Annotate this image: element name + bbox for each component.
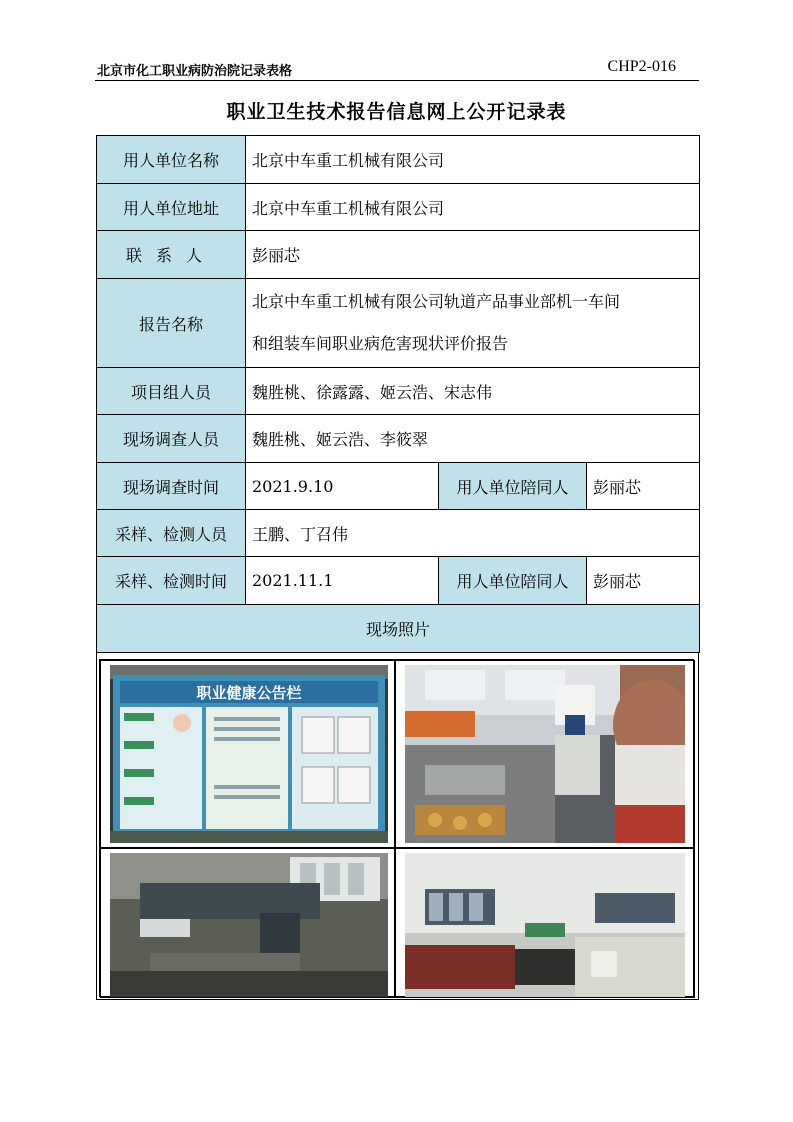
table-row [97,368,700,415]
drill-machine-image [110,853,388,997]
table-row [97,557,700,605]
photo-workshop-worker [395,660,695,848]
sampling-staff-label: 采样、检测人员 [97,510,246,557]
photo-lathe-workshop [395,848,695,998]
sampling-time-value: 2021.11.1 [246,557,439,605]
contact-value: 彭丽芯 [246,231,700,279]
header-form-code: CHP2-016 [607,58,676,75]
employer-name-value: 北京中车重工机械有限公司 [246,136,700,184]
page-title: 职业卫生技术报告信息网上公开记录表 [226,101,567,123]
photos-section [96,652,699,1000]
report-name-value [246,279,700,368]
employer-address-label: 用人单位地址 [97,184,246,231]
report-name-line2: 和组装车间职业病危害现状评价报告 [252,334,509,353]
project-members-value: 魏胜桃、徐露露、姬云浩、宋志伟 [246,368,700,415]
table-row [97,136,700,184]
survey-staff-label: 现场调查人员 [97,415,246,463]
notice-board-image [110,665,388,843]
table-row [97,415,700,463]
table-row [97,279,700,368]
report-name-line1: 北京中车重工机械有限公司轨道产品事业部机一车间 [252,292,621,311]
workshop-worker-image [405,665,685,843]
employer-name-label: 用人单位名称 [97,136,246,184]
survey-time-value: 2021.9.10 [246,463,439,510]
table-row [97,510,700,557]
table-row [97,231,700,279]
project-members-label: 项目组人员 [97,368,246,415]
survey-time-label: 现场调查时间 [97,463,246,510]
photos-header: 现场照片 [97,605,700,653]
table-row [97,184,700,231]
sampling-time-label: 采样、检测时间 [97,557,246,605]
photo-grid [99,659,694,997]
employer-address-value: 北京中车重工机械有限公司 [246,184,700,231]
photo-drill-machine [100,848,395,998]
contact-label: 联系人 [97,231,246,279]
record-table [96,135,700,653]
survey-escort-value: 彭丽芯 [587,463,700,510]
sampling-escort-value: 彭丽芯 [587,557,700,605]
report-name-label: 报告名称 [97,279,246,368]
lathe-workshop-image [405,853,685,997]
sampling-escort-label: 用人单位陪同人 [439,557,587,605]
photo-notice-board [100,660,395,848]
table-row [97,605,700,653]
header-org-form: 北京市化工职业病防治院记录表格 [97,64,293,79]
notice-board-title: 职业健康公告栏 [196,684,302,702]
survey-staff-value: 魏胜桃、姬云浩、李筱翠 [246,415,700,463]
header-rule [95,80,699,81]
sampling-staff-value: 王鹏、丁召伟 [246,510,700,557]
survey-escort-label: 用人单位陪同人 [439,463,587,510]
table-row [97,463,700,510]
